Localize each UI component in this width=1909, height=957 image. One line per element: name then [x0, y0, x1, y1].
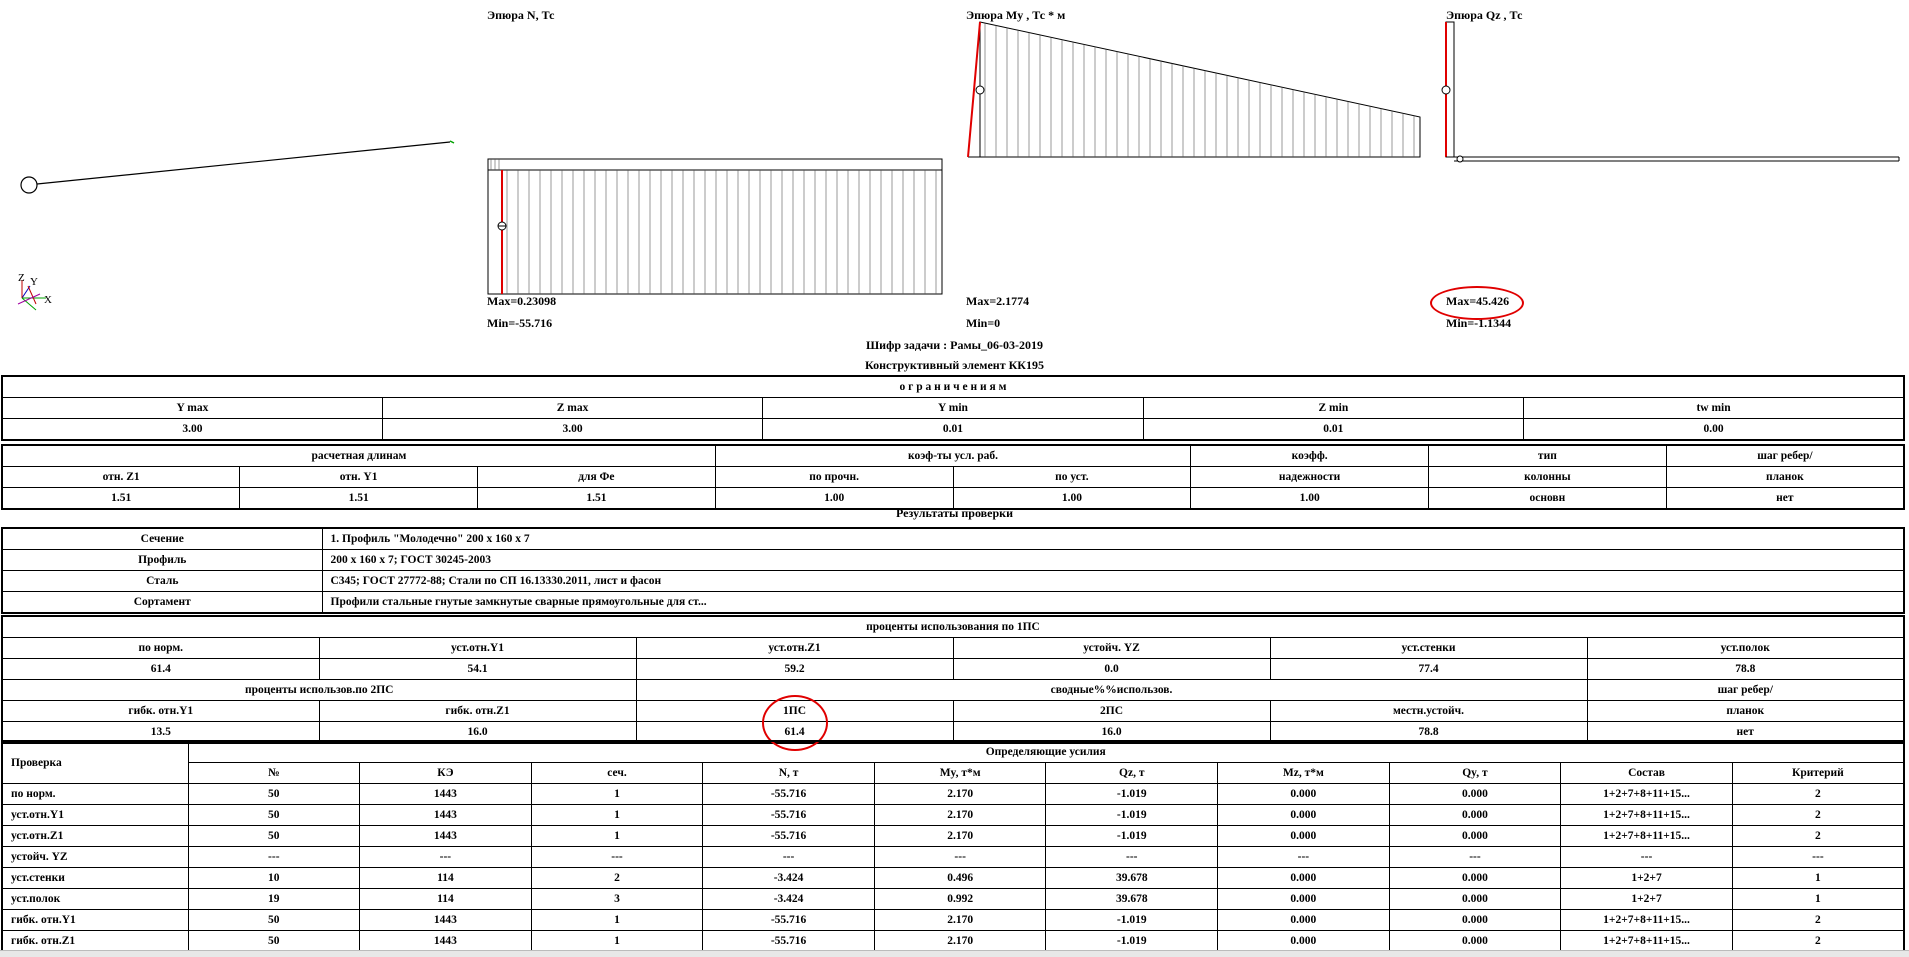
usage1-header: уст.полок [1587, 638, 1904, 659]
usage-step-title-2: планок [1587, 701, 1904, 722]
usage2-value: 78.8 [1270, 722, 1587, 744]
step-title: шаг ребер/ [1666, 445, 1904, 467]
usage1-value: 77.4 [1270, 659, 1587, 680]
force-cell: -1.019 [1046, 910, 1218, 931]
force-cell: -55.716 [703, 805, 875, 826]
diagram-my-max: Max=2.1774 [966, 294, 1030, 308]
force-cell: --- [874, 847, 1046, 868]
results-title: Результаты проверки [896, 506, 1013, 520]
force-cell: 0.000 [1218, 784, 1390, 805]
force-cell: 2 [1732, 931, 1904, 953]
usage2-header: 1ПС [636, 701, 953, 722]
diagram-my-min: Min=0 [966, 316, 1001, 330]
section-key: Сортамент [2, 592, 322, 614]
force-cell: 50 [188, 931, 360, 953]
force-cell: 1443 [360, 805, 532, 826]
forces-header: My, т*м [874, 763, 1046, 784]
force-cell: 39.678 [1046, 889, 1218, 910]
params-subheader: для Фе [478, 467, 716, 488]
limits-header: tw min [1524, 398, 1904, 419]
element-title: Конструктивный элемент КК195 [864, 358, 1045, 372]
table-row [2, 910, 1904, 931]
usage1-value: 78.8 [1587, 659, 1904, 680]
force-cell: 1 [531, 784, 703, 805]
params-table [1, 444, 1905, 510]
forces-header: N, т [703, 763, 875, 784]
usage2-value: 16.0 [953, 722, 1270, 744]
forces-header: Qy, т [1389, 763, 1561, 784]
check-name: уст.полок [2, 889, 188, 910]
usage1-value: 0.0 [953, 659, 1270, 680]
limits-header: Y min [763, 398, 1143, 419]
check-name: гибк. отн.Z1 [2, 931, 188, 953]
diagram-n-title: Эпюра N, Тс [487, 8, 555, 22]
force-cell: -3.424 [703, 889, 875, 910]
check-name: уст.стенки [2, 868, 188, 889]
force-cell: 50 [188, 805, 360, 826]
force-cell: -1.019 [1046, 805, 1218, 826]
check-name: устойч. YZ [2, 847, 188, 868]
force-cell: -1.019 [1046, 826, 1218, 847]
params-subheader: по уст. [953, 467, 1191, 488]
force-cell: 19 [188, 889, 360, 910]
usage2-value: 16.0 [319, 722, 636, 744]
force-cell: 2.170 [874, 910, 1046, 931]
axis-y-label: Y [30, 276, 38, 288]
section-value: 200 x 160 x 7; ГОСТ 30245-2003 [322, 550, 1904, 571]
check-name: гибк. отн.Y1 [2, 910, 188, 931]
force-cell: --- [703, 847, 875, 868]
forces-header: Критерий [1732, 763, 1904, 784]
force-cell: 0.000 [1389, 910, 1561, 931]
force-cell: 2 [531, 868, 703, 889]
force-cell: 1+2+7+8+11+15... [1561, 784, 1733, 805]
limits-value: 3.00 [2, 419, 382, 441]
force-cell: --- [531, 847, 703, 868]
forces-header: Mz, т*м [1218, 763, 1390, 784]
force-cell: 1+2+7+8+11+15... [1561, 805, 1733, 826]
force-cell: 50 [188, 910, 360, 931]
forces-header: Qz, т [1046, 763, 1218, 784]
forces-header: № [188, 763, 360, 784]
diagram-qz-min: Min=-1.1344 [1446, 316, 1512, 330]
force-cell: 1+2+7 [1561, 889, 1733, 910]
force-cell: 3 [531, 889, 703, 910]
usage1-header: устойч. YZ [953, 638, 1270, 659]
usage-step-title: шаг ребер/ [1587, 680, 1904, 701]
force-cell: 0.000 [1218, 868, 1390, 889]
force-cell: 0.000 [1389, 784, 1561, 805]
force-cell: 1443 [360, 931, 532, 953]
usage1-value: 61.4 [2, 659, 319, 680]
force-cell: 1 [1732, 889, 1904, 910]
force-cell: 2 [1732, 805, 1904, 826]
usage1-value: 59.2 [636, 659, 953, 680]
params-value: 1.00 [715, 488, 953, 510]
force-cell: 50 [188, 784, 360, 805]
params-subheader: отн. Z1 [2, 467, 240, 488]
params-value: 1.51 [240, 488, 478, 510]
section-key: Профиль [2, 550, 322, 571]
force-cell: 1443 [360, 826, 532, 847]
force-cell: 2 [1732, 784, 1904, 805]
usage1-title: проценты использования по 1ПС [2, 616, 1904, 638]
force-cell: -55.716 [703, 931, 875, 953]
limits-title: о г р а н и ч е н и я м [2, 376, 1904, 398]
force-cell: -55.716 [703, 826, 875, 847]
force-cell: 0.000 [1389, 889, 1561, 910]
forces-table [1, 740, 1905, 953]
force-cell: 2.170 [874, 805, 1046, 826]
diagrams-area [0, 0, 1909, 380]
limits-header: Z max [382, 398, 762, 419]
lengths-title: расчетная длинам [2, 445, 715, 467]
check-name: по норм. [2, 784, 188, 805]
force-cell: 1 [531, 910, 703, 931]
force-cell: --- [1046, 847, 1218, 868]
table-row [2, 826, 1904, 847]
section-value: 1. Профиль "Молодечно" 200 x 160 x 7 [322, 528, 1904, 550]
usage2-header: 2ПС [953, 701, 1270, 722]
force-cell: 39.678 [1046, 868, 1218, 889]
force-cell: -1.019 [1046, 784, 1218, 805]
force-cell: 114 [360, 868, 532, 889]
force-cell: 0.000 [1218, 910, 1390, 931]
limits-value: 0.01 [1143, 419, 1523, 441]
usage2-header: гибк. отн.Y1 [2, 701, 319, 722]
force-cell: 1443 [360, 910, 532, 931]
limits-value: 0.01 [763, 419, 1143, 441]
force-cell: 1 [531, 826, 703, 847]
force-cell: 1 [531, 931, 703, 953]
force-cell: 0.000 [1389, 805, 1561, 826]
section-key: Сечение [2, 528, 322, 550]
force-cell: --- [1389, 847, 1561, 868]
diagram-n-min: Min=-55.716 [487, 316, 553, 330]
limits-header: Y max [2, 398, 382, 419]
usage1-header: уст.стенки [1270, 638, 1587, 659]
params-value: 1.00 [953, 488, 1191, 510]
table-row [2, 868, 1904, 889]
params-subheader: отн. Y1 [240, 467, 478, 488]
force-cell: --- [1561, 847, 1733, 868]
section-value: Профили стальные гнутые замкнутые сварные прямоугольные для ст... [322, 592, 1904, 614]
force-cell: 0.496 [874, 868, 1046, 889]
axis-x-label: X [44, 294, 52, 306]
reliability-title: коэфф. [1191, 445, 1429, 467]
force-cell: 0.000 [1218, 889, 1390, 910]
force-cell: --- [1732, 847, 1904, 868]
forces-check-title: Проверка [2, 741, 188, 784]
task-code: Шифр задачи : Рамы_06-03-2019 [865, 338, 1044, 352]
usage2-value: 61.4 [636, 722, 953, 744]
limits-value: 0.00 [1524, 419, 1904, 441]
force-cell: 1+2+7+8+11+15... [1561, 931, 1733, 953]
usage1-value: 54.1 [319, 659, 636, 680]
diagram-qz [1442, 22, 1899, 162]
force-cell: 2.170 [874, 784, 1046, 805]
section-table [1, 527, 1905, 614]
forces-header: Состав [1561, 763, 1733, 784]
usage-table [1, 615, 1905, 744]
force-cell: 1+2+7 [1561, 868, 1733, 889]
force-cell: -3.424 [703, 868, 875, 889]
table-row [2, 847, 1904, 868]
diagram-qz-title: Эпюра Qz , Тс [1446, 8, 1523, 22]
table-row [2, 784, 1904, 805]
force-cell: 0.000 [1389, 868, 1561, 889]
forces-title: Определяющие усилия [188, 741, 1904, 763]
diagram-n [488, 159, 942, 294]
limits-header: Z min [1143, 398, 1523, 419]
force-cell: 1443 [360, 784, 532, 805]
section-value: С345; ГОСТ 27772-88; Стали по СП 16.13330.2011, лист и фасон [322, 571, 1904, 592]
force-cell: 2 [1732, 910, 1904, 931]
coef-title: коэф-ты усл. раб. [715, 445, 1191, 467]
check-name: уст.отн.Y1 [2, 805, 188, 826]
limits-value: 3.00 [382, 419, 762, 441]
element-sketch [21, 141, 454, 193]
coltype-title-2: колонны [1429, 467, 1667, 488]
section-key: Сталь [2, 571, 322, 592]
diagram-my [968, 22, 1420, 157]
params-value: 1.51 [478, 488, 716, 510]
axis-z-label: Z [18, 272, 25, 284]
force-cell: --- [188, 847, 360, 868]
force-cell: 0.000 [1218, 826, 1390, 847]
usage2-header: местн.устойч. [1270, 701, 1587, 722]
diagrams-svg [0, 0, 1909, 380]
limits-table [1, 375, 1905, 441]
force-cell: 0.000 [1389, 931, 1561, 953]
force-cell: 50 [188, 826, 360, 847]
force-cell: 1 [531, 805, 703, 826]
check-name: уст.отн.Z1 [2, 826, 188, 847]
params-value: основн [1429, 488, 1667, 510]
force-cell: 1+2+7+8+11+15... [1561, 910, 1733, 931]
params-subheader: по прочн. [715, 467, 953, 488]
forces-header: сеч. [531, 763, 703, 784]
table-row [2, 931, 1904, 953]
usage1-header: уст.отн.Y1 [319, 638, 636, 659]
force-cell: --- [360, 847, 532, 868]
force-cell: 2 [1732, 826, 1904, 847]
force-cell: 2.170 [874, 826, 1046, 847]
force-cell: -55.716 [703, 784, 875, 805]
usage-sum-title: сводные%%использов. [636, 680, 1587, 701]
usage2-value: 13.5 [2, 722, 319, 744]
force-cell: 114 [360, 889, 532, 910]
params-value: 1.00 [1191, 488, 1429, 510]
params-value: 1.51 [2, 488, 240, 510]
step-title-2: планок [1666, 467, 1904, 488]
force-cell: 0.000 [1389, 826, 1561, 847]
force-cell: -55.716 [703, 910, 875, 931]
force-cell: --- [1218, 847, 1390, 868]
table-row [2, 889, 1904, 910]
usage2-header: гибк. отн.Z1 [319, 701, 636, 722]
force-cell: 10 [188, 868, 360, 889]
diagram-my-title: Эпюра My , Тс * м [966, 8, 1066, 22]
force-cell: 0.000 [1218, 931, 1390, 953]
params-value: нет [1666, 488, 1904, 510]
table-row [2, 805, 1904, 826]
usage1-header: уст.отн.Z1 [636, 638, 953, 659]
usage2-value: нет [1587, 722, 1904, 744]
usage2-title: проценты использов.по 2ПС [2, 680, 636, 701]
force-cell: -1.019 [1046, 931, 1218, 953]
diagram-n-max: Max=0.23098 [487, 294, 557, 308]
force-cell: 1 [1732, 868, 1904, 889]
force-cell: 1+2+7+8+11+15... [1561, 826, 1733, 847]
forces-header: КЭ [360, 763, 532, 784]
diagram-qz-max: Max=45.426 [1446, 294, 1510, 308]
reliability-title-2: надежности [1191, 467, 1429, 488]
force-cell: 0.992 [874, 889, 1046, 910]
force-cell: 2.170 [874, 931, 1046, 953]
coltype-title: тип [1429, 445, 1667, 467]
usage1-header: по норм. [2, 638, 319, 659]
force-cell: 0.000 [1218, 805, 1390, 826]
